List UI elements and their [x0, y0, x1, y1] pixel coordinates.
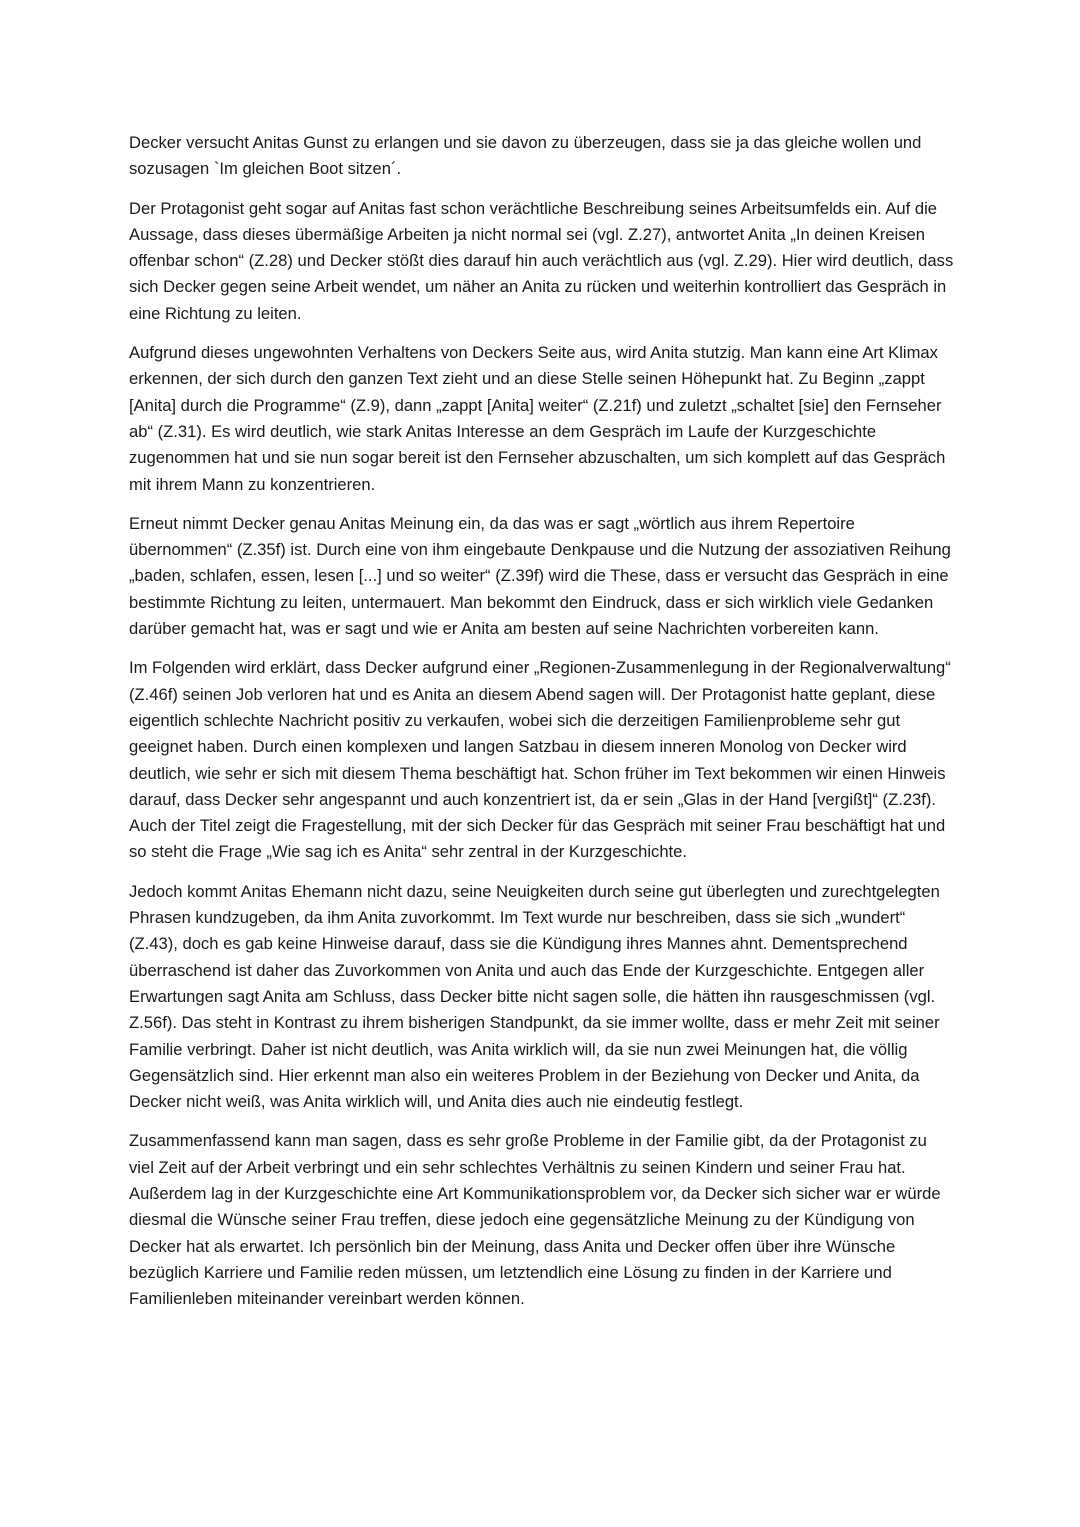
document-page: [129, 130, 955, 1325]
paragraph-6: Jedoch kommt Anitas Ehemann nicht dazu, seine Neuigkeiten durch seine gut überlegten und zurechtgelegten Phrasen kundzugeben, da ihm Anita zuvorkommt. Im Text wurde nur beschreiben, dass sie sich „wundert“ (Z.43), doch es gab keine Hinweise darauf, dass sie die Kündigung ihres Mannes ahnt. Dementsprechend überraschend ist daher das Zuvorkommen von Anita und auch das Ende der Kurzgeschichte. Entgegen aller Erwartungen sagt Anita am Schluss, dass Decker bitte nicht sagen solle, die hätten ihn rausgeschmissen (vgl. Z.56f). Das steht in Kontrast zu ihrem bisherigen Standpunkt, da sie immer wollte, dass er mehr Zeit mit seiner Familie verbringt. Daher ist nicht deutlich, was Anita wirklich will, da sie nun zwei Meinungen hat, die völlig Gegensätzlich sind. Hier erkennt man also ein weiteres Problem in der Beziehung von Decker und Anita, da Decker nicht weiß, was Anita wirklich will, und Anita dies auch nie eindeutig festlegt.: [129, 881, 940, 1112]
paragraph-1: Decker versucht Anitas Gunst zu erlangen und sie davon zu überzeugen, dass sie ja das gleiche wollen und sozusagen `Im gleichen Boot sitzen´.: [129, 133, 922, 179]
paragraph-2: Der Protagonist geht sogar auf Anitas fast schon verächtliche Beschreibung seines Arbeitsumfelds ein. Auf die Aussage, dass dieses übermäßige Arbeiten ja nicht normal sei (vgl. Z.27), antwortet Anita „In deinen Kreisen offenbar schon“ (Z.28) und Decker stößt dies darauf hin auch verächtlich aus (vgl. Z.29). Hier wird deutlich, dass sich Decker gegen seine Arbeit wendet, um näher an Anita zu rücken und weiterhin kontrolliert das Gespräch in eine Richtung zu leiten.: [129, 198, 954, 323]
paragraph-4: Erneut nimmt Decker genau Anitas Meinung ein, da das was er sagt „wörtlich aus ihrem Repertoire übernommen“ (Z.35f) ist. Durch eine von ihm eingebaute Denkpause und die Nutzung der assoziativen Reihung „baden, schlafen, essen, lesen [...] und so weiter“ (Z.39f) wird die These, dass er versucht das Gespräch in eine bestimmte Richtung zu leiten, untermauert. Man bekommt den Eindruck, dass er sich wirklich viele Gedanken darüber gemacht hat, was er sagt und wie er Anita am besten auf seine Nachrichten vorbereiten kann.: [129, 513, 951, 639]
paragraph-5: Im Folgenden wird erklärt, dass Decker aufgrund einer „Regionen-Zusammenlegung in der Regionalverwaltung“ (Z.46f) seinen Job verloren hat und es Anita an diesem Abend sagen will. Der Protagonist hatte geplant, diese eigentlich schlechte Nachricht positiv zu verkaufen, wobei sich die derzeitigen Familienprobleme sehr gut geeignet haben. Durch einen komplexen und langen Satzbau in diesem inneren Monolog von Decker wird deutlich, wie sehr er sich mit diesem Thema beschäftigt hat. Schon früher im Text bekommen wir einen Hinweis darauf, dass Decker sehr angespannt und auch konzentriert ist, da er sein „Glas in der Hand [vergißt]“ (Z.23f). Auch der Titel zeigt die Fragestellung, mit der sich Decker für das Gespräch mit seiner Frau beschäftigt hat und so steht die Frage „Wie sag ich es Anita“ sehr zentral in der Kurzgeschichte.: [129, 658, 951, 862]
paragraph-7: Zusammenfassend kann man sagen, dass es sehr große Probleme in der Familie gibt, da der Protagonist zu viel Zeit auf der Arbeit verbringt und ein sehr schlechtes Verhältnis zu seinen Kindern und seiner Frau hat. Außerdem lag in der Kurzgeschichte eine Art Kommunikationsproblem vor, da Decker sich sicher war er würde diesmal die Wünsche seiner Frau treffen, diese jedoch eine gegensätzliche Meinung zu der Kündigung von Decker hat als erwartet. Ich persönlich bin der Meinung, dass Anita und Decker offen über ihre Wünsche bezüglich Karriere und Familie reden müssen, um letztendlich eine Lösung zu finden in der Karriere und Familienleben miteinander vereinbart werden können.: [129, 1131, 941, 1309]
paragraph-3: Aufgrund dieses ungewohnten Verhaltens von Deckers Seite aus, wird Anita stutzig. Man kann eine Art Klimax erkennen, der sich durch den ganzen Text zieht und an diese Stelle seinen Höhepunkt hat. Zu Beginn „zappt [Anita] durch die Programme“ (Z.9), dann „zappt [Anita] weiter“ (Z.21f) und zuletzt „schaltet [sie] den Fernseher ab“ (Z.31). Es wird deutlich, wie stark Anitas Interesse an dem Gespräch im Laufe der Kurzgeschichte zugenommen hat und sie nun sogar bereit ist den Fernseher abzuschalten, um sich komplett auf das Gespräch mit ihrem Mann zu konzentrieren.: [129, 343, 946, 494]
